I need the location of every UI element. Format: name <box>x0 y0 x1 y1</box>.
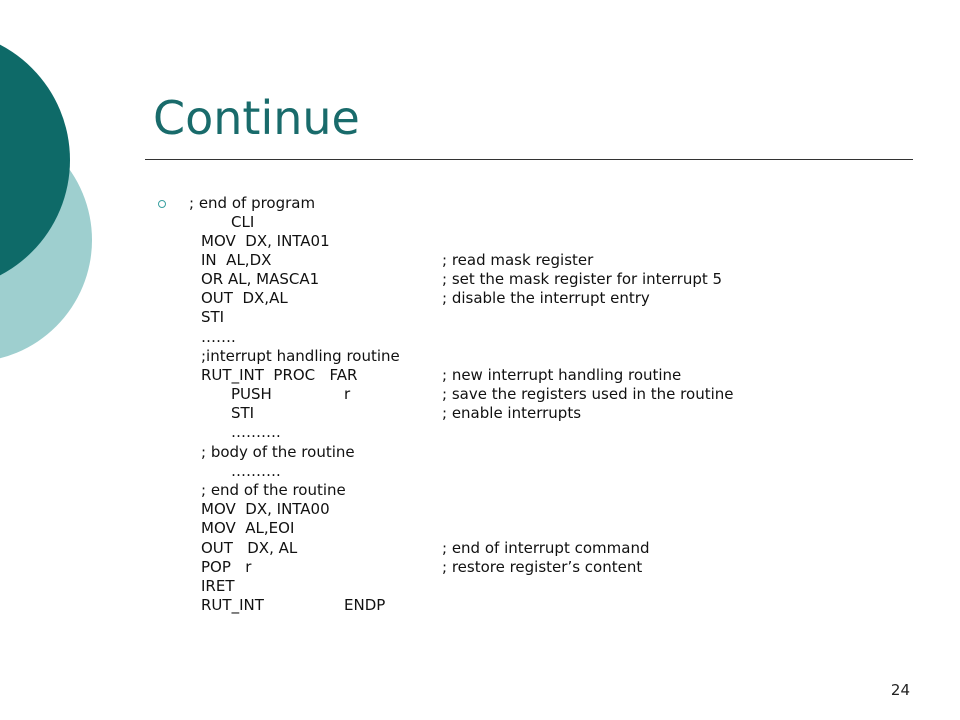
code-instruction: CLI <box>231 213 255 231</box>
code-instruction: OUT DX, AL <box>201 539 298 557</box>
code-instruction: MOV AL,EOI <box>201 519 295 537</box>
code-comment: ; save the registers used in the routine <box>442 385 734 403</box>
code-instruction: RUT_INT <box>201 596 264 614</box>
code-instruction: IN AL,DX <box>201 251 272 269</box>
code-comment: ; disable the interrupt entry <box>442 289 650 307</box>
code-instruction: OUT DX,AL <box>201 289 288 307</box>
code-comment: ; enable interrupts <box>442 404 582 422</box>
slide-number: 24 <box>890 681 910 699</box>
code-instruction: ;interrupt handling routine <box>201 347 400 365</box>
code-instruction: ; body of the routine <box>201 443 355 461</box>
code-instruction: ; end of program <box>189 194 316 212</box>
code-instruction: ……. <box>201 328 236 346</box>
code-instruction: OR AL, MASCA1 <box>201 270 320 288</box>
code-comment: ; end of interrupt command <box>442 539 650 557</box>
code-instruction: STI <box>231 404 255 422</box>
code-instruction: STI <box>201 308 225 326</box>
code-comment: ; set the mask register for interrupt 5 <box>442 270 723 288</box>
code-operand: r <box>344 385 351 403</box>
code-instruction: MOV DX, INTA00 <box>201 500 330 518</box>
code-comment: ; restore register’s content <box>442 558 643 576</box>
code-instruction: ………. <box>231 462 281 480</box>
code-operand: ENDP <box>344 596 386 614</box>
code-instruction: POP r <box>201 558 252 576</box>
code-instruction: RUT_INT PROC FAR <box>201 366 358 384</box>
code-instruction: PUSH <box>231 385 272 403</box>
code-instruction: IRET <box>201 577 235 595</box>
slide-title: Continue <box>153 91 360 145</box>
code-instruction: ………. <box>231 423 281 441</box>
code-instruction: ; end of the routine <box>201 481 346 499</box>
code-comment: ; read mask register <box>442 251 594 269</box>
code-comment: ; new interrupt handling routine <box>442 366 682 384</box>
code-instruction: MOV DX, INTA01 <box>201 232 330 250</box>
